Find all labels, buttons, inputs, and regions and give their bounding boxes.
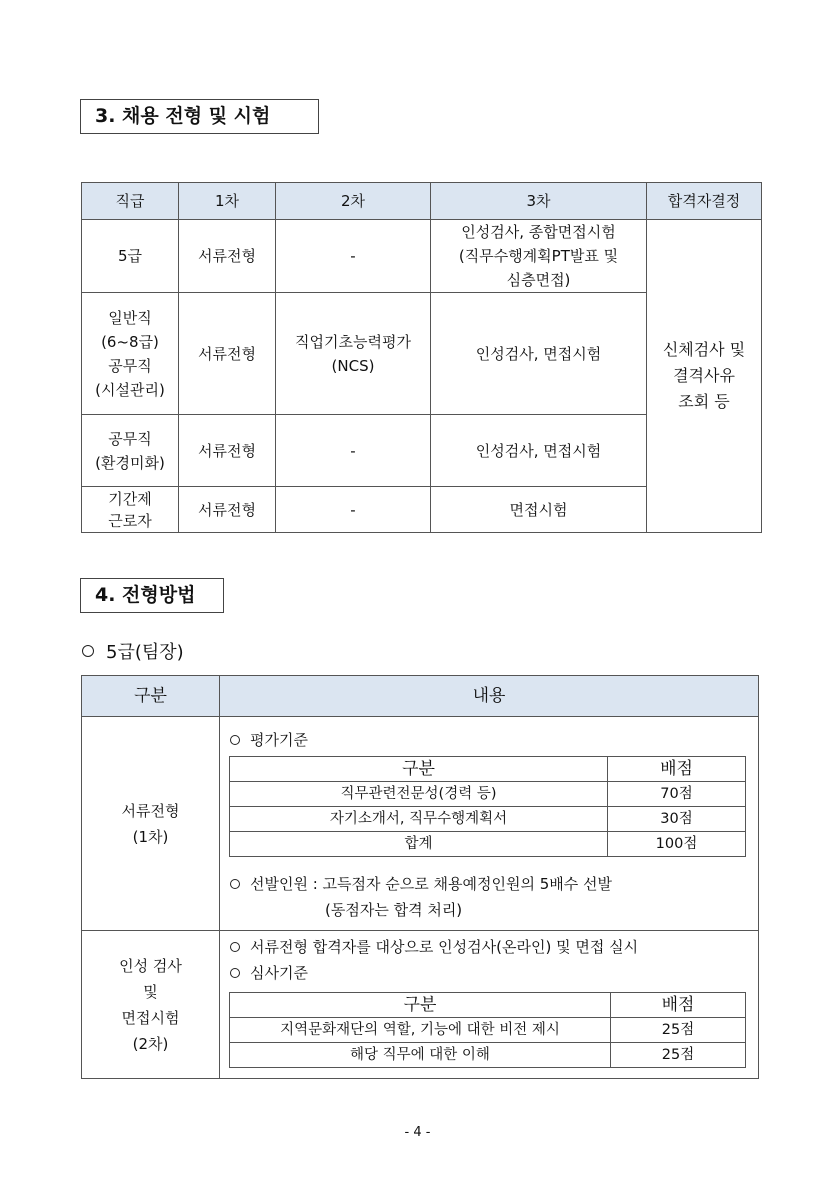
criteria-item: 합계	[230, 832, 608, 857]
criteria-score: 70점	[608, 782, 746, 807]
circle-bullet-icon	[230, 879, 240, 889]
interview-intro-line	[220, 934, 758, 960]
circle-bullet-icon	[82, 645, 94, 657]
criteria-item: 자기소개서, 직무수행계획서	[230, 807, 608, 832]
third-stage-cell: 인성검사, 면접시험	[431, 293, 647, 415]
criteria-title: 평가기준	[250, 731, 308, 749]
section-4-title: 4. 전형방법	[95, 584, 196, 606]
circle-bullet-icon	[230, 968, 240, 978]
criteria-item: 지역문화재단의 역할, 기능에 대한 비전 제시	[230, 1018, 611, 1043]
selection-note: (동점자는 합격 처리)	[325, 901, 463, 919]
grade-cell: 공무직 (환경미화)	[82, 415, 179, 487]
header-third: 3차	[431, 183, 647, 220]
header-decision: 합격자결정	[647, 183, 762, 220]
document-stage-label: 서류전형 (1차)	[82, 717, 220, 931]
circle-bullet-icon	[230, 942, 240, 952]
criteria-item: 직무관련전문성(경력 등)	[230, 782, 608, 807]
grade-cell: 기간제 근로자	[82, 487, 179, 533]
third-stage-cell: 면접시험	[431, 487, 647, 533]
document-stage-content	[220, 717, 759, 931]
interview-criteria-title-line	[220, 960, 758, 986]
section-3-heading	[80, 99, 319, 134]
header-category: 구분	[82, 676, 220, 717]
header-grade: 직급	[82, 183, 179, 220]
second-stage-cell: -	[276, 415, 431, 487]
second-stage-cell: -	[276, 220, 431, 293]
criteria-score: 25점	[611, 1018, 746, 1043]
third-stage-cell: 인성검사, 면접시험	[431, 415, 647, 487]
first-stage-cell: 서류전형	[179, 293, 276, 415]
subtitle-bullet	[82, 638, 184, 664]
table-row	[230, 1043, 746, 1068]
table-row	[82, 717, 759, 931]
header-second: 2차	[276, 183, 431, 220]
page-number: - 4 -	[404, 1125, 431, 1140]
criteria-score: 100점	[608, 832, 746, 857]
document-criteria-table	[229, 756, 746, 857]
interview-criteria-title: 심사기준	[250, 964, 308, 982]
table-header-row	[230, 757, 746, 782]
interview-criteria-table	[229, 992, 746, 1068]
circle-bullet-icon	[230, 735, 240, 745]
table-row	[82, 220, 762, 293]
table-row	[230, 1018, 746, 1043]
interview-stage-content	[220, 931, 759, 1079]
table-row	[230, 782, 746, 807]
table-header-row	[230, 993, 746, 1018]
recruitment-stages-table	[81, 182, 762, 533]
first-stage-cell: 서류전형	[179, 415, 276, 487]
criteria-header-score: 배점	[608, 757, 746, 782]
decision-cell: 신체검사 및 결격사유 조회 등	[647, 220, 762, 533]
header-content: 내용	[220, 676, 759, 717]
section-4-heading	[80, 578, 224, 613]
table-row	[82, 931, 759, 1079]
selection-text: 선발인원 : 고득점자 순으로 채용예정인원의 5배수 선발	[250, 875, 612, 893]
interview-stage-label: 인성 검사 및 면접시험 (2차)	[82, 931, 220, 1079]
criteria-item: 해당 직무에 대한 이해	[230, 1043, 611, 1068]
second-stage-cell: 직업기초능력평가 (NCS)	[276, 293, 431, 415]
criteria-score: 30점	[608, 807, 746, 832]
criteria-header-item: 구분	[230, 993, 611, 1018]
subtitle-text: 5급(팀장)	[106, 642, 184, 663]
interview-intro-text: 서류전형 합격자를 대상으로 인성검사(온라인) 및 면접 실시	[250, 938, 639, 956]
grade-cell: 5급	[82, 220, 179, 293]
section-3-title: 3. 채용 전형 및 시험	[95, 105, 271, 127]
table-row	[230, 832, 746, 857]
second-stage-cell: -	[276, 487, 431, 533]
criteria-header-score: 배점	[611, 993, 746, 1018]
third-stage-cell: 인성검사, 종합면접시험 (직무수행계획PT발표 및 심층면접)	[431, 220, 647, 293]
selection-line	[220, 871, 758, 897]
table-row	[230, 807, 746, 832]
first-stage-cell: 서류전형	[179, 220, 276, 293]
criteria-score: 25점	[611, 1043, 746, 1068]
header-first: 1차	[179, 183, 276, 220]
table-header-row	[82, 676, 759, 717]
grade-cell: 일반직 (6~8급) 공무직 (시설관리)	[82, 293, 179, 415]
criteria-title-line	[220, 727, 758, 753]
first-stage-cell: 서류전형	[179, 487, 276, 533]
selection-method-table	[81, 675, 759, 1079]
criteria-header-item: 구분	[230, 757, 608, 782]
table-header-row	[82, 183, 762, 220]
